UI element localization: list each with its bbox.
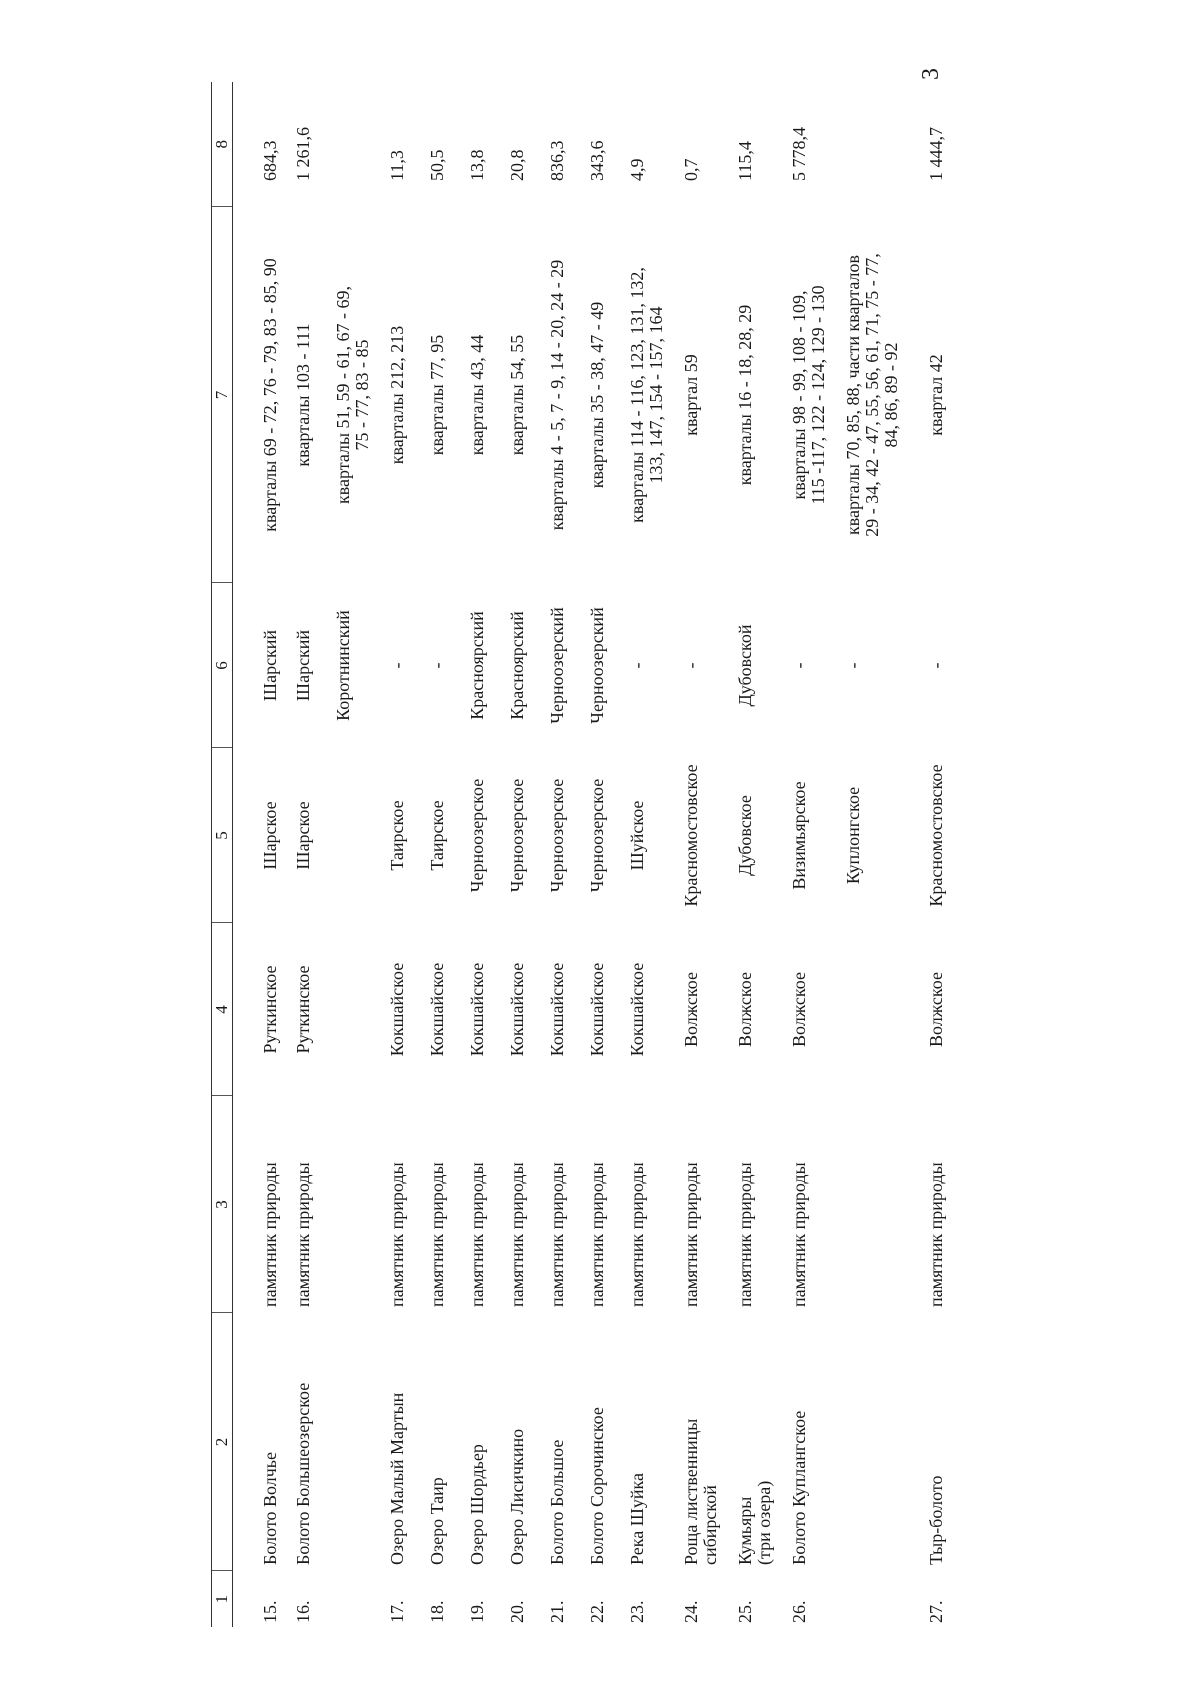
- table-row: [574, 82, 614, 1627]
- quarters: кварталы 16 - 18, 28, 29: [734, 304, 755, 486]
- site-category: памятник природы: [734, 1162, 755, 1307]
- subdistrict-forestry: -: [925, 662, 946, 669]
- table-row: [454, 82, 494, 1627]
- table-row: [494, 82, 534, 1627]
- site-category: памятник природы: [925, 1162, 946, 1307]
- site-name: Озеро Шордьер: [466, 1444, 487, 1565]
- district-forestry: Таирское: [386, 800, 407, 871]
- site-category: памятник природы: [506, 1162, 527, 1307]
- row-number: 21.: [546, 1600, 567, 1623]
- forestry-name: Кокшайское: [586, 962, 607, 1057]
- subdistrict-forestry: -: [386, 662, 407, 669]
- column-number: 6: [212, 583, 233, 748]
- district-forestry: Шуйское: [626, 800, 647, 871]
- district-forestry: Красномостовское: [925, 764, 946, 907]
- district-forestry: Шарское: [292, 801, 313, 870]
- area-value: 684,3: [260, 140, 280, 181]
- district-forestry: [320, 748, 374, 923]
- column-number: 8: [212, 82, 233, 207]
- site-category: памятник природы: [292, 1162, 313, 1307]
- subdistrict-forestry: -: [626, 662, 647, 669]
- area-value: 0,7: [680, 158, 701, 181]
- table-row: [901, 82, 946, 1627]
- area-value: 11,3: [386, 150, 407, 181]
- column-number: 5: [212, 748, 233, 923]
- column-number: 7: [212, 207, 233, 583]
- table-row: [414, 82, 454, 1627]
- area-value: [320, 82, 374, 207]
- forestry-name: Волжское: [788, 972, 809, 1047]
- subdistrict-forestry: -: [842, 662, 863, 669]
- subdistrict-forestry: Шарский: [260, 629, 280, 702]
- site-name: Озеро Таир: [426, 1477, 447, 1565]
- quarters: кварталы 70, 85, 88, части кварталов 29 - 34, 42 - 47, 55, 56, 61, 71, 75 - 77, 84, 86, 89 - 92: [842, 253, 901, 537]
- district-forestry: Красномостовское: [680, 764, 701, 907]
- subdistrict-forestry: Коротнинский: [332, 610, 353, 721]
- site-category: памятник природы: [260, 1162, 280, 1307]
- area-value: 4,9: [626, 158, 647, 181]
- site-name: Озеро Малый Мартын: [386, 1392, 407, 1565]
- site-category: [320, 1096, 374, 1313]
- area-value: 836,3: [546, 140, 567, 181]
- area-value: 13,8: [466, 149, 487, 181]
- site-name: Болото Сорочинское: [586, 1407, 607, 1565]
- site-name: [830, 1313, 901, 1571]
- site-name: Река Шуйка: [626, 1473, 647, 1565]
- site-category: памятник природы: [788, 1162, 809, 1307]
- site-category: памятник природы: [586, 1162, 607, 1307]
- table-row: [830, 82, 901, 1627]
- area-value: 1 444,7: [925, 127, 946, 181]
- forestry-name: Руткинское: [292, 965, 313, 1054]
- table-row: [374, 82, 414, 1627]
- site-category: [830, 1096, 901, 1313]
- subdistrict-forestry: -: [680, 662, 701, 669]
- site-category: памятник природы: [626, 1162, 647, 1307]
- area-value: 50,5: [426, 149, 447, 181]
- area-value: 20,8: [506, 149, 527, 181]
- forestry-name: Волжское: [925, 972, 946, 1047]
- site-name: Озеро Лисичкино: [506, 1428, 527, 1565]
- row-number: 18.: [426, 1600, 447, 1623]
- district-forestry: Куплонгское: [842, 786, 863, 885]
- site-category: памятник природы: [680, 1162, 701, 1307]
- row-number: 16.: [292, 1600, 313, 1623]
- table-row: [668, 82, 722, 1627]
- quarters: кварталы 103 - 111: [292, 323, 313, 467]
- quarters: кварталы 51, 59 - 61, 67 - 69, 75 - 77, 83 - 85: [332, 285, 372, 505]
- column-number-row: [212, 82, 233, 1627]
- site-name: Болото Куплангское: [788, 1410, 809, 1565]
- site-name: Тыр-болото: [925, 1475, 946, 1565]
- table-row: [320, 82, 374, 1627]
- subdistrict-forestry: Черноозерский: [546, 607, 567, 724]
- forestry-name: Кокшайское: [386, 962, 407, 1057]
- row-number: [320, 1571, 374, 1627]
- row-number: 23.: [626, 1600, 647, 1623]
- column-number: 2: [212, 1313, 233, 1571]
- district-forestry: Черноозерское: [546, 778, 567, 893]
- subdistrict-forestry: Красноярский: [506, 611, 527, 720]
- quarters: кварталы 54, 55: [506, 334, 527, 456]
- site-category: памятник природы: [426, 1162, 447, 1307]
- site-name: Болото Волчье: [260, 1452, 280, 1565]
- row-number: 15.: [260, 1600, 280, 1623]
- forestry-name: [320, 923, 374, 1096]
- forestry-name: Кокшайское: [626, 962, 647, 1057]
- area-value: [830, 82, 901, 207]
- row-number: 19.: [466, 1600, 487, 1623]
- district-forestry: Таирское: [426, 800, 447, 871]
- forestry-name: Кокшайское: [506, 962, 527, 1057]
- column-number: 1: [212, 1571, 233, 1627]
- forestry-name: Руткинское: [260, 965, 280, 1054]
- forestry-name: Кокшайское: [426, 962, 447, 1057]
- site-category: памятник природы: [386, 1162, 407, 1307]
- quarters: кварталы 43, 44: [466, 334, 487, 456]
- row-number: 20.: [506, 1600, 527, 1623]
- quarters: кварталы 77, 95: [426, 334, 447, 456]
- forestry-name: Кокшайское: [546, 962, 567, 1057]
- site-name: [320, 1313, 374, 1571]
- area-value: 1 261,6: [292, 127, 313, 181]
- forestry-name: [830, 923, 901, 1096]
- table-row: [534, 82, 574, 1627]
- subdistrict-forestry: Дубовской: [734, 624, 755, 707]
- area-value: 343,6: [586, 140, 607, 181]
- site-name: Болото Большеозерское: [292, 1382, 313, 1565]
- district-forestry: Черноозерское: [466, 778, 487, 893]
- area-value: 5 778,4: [788, 127, 809, 181]
- row-number: [830, 1571, 901, 1627]
- site-category: памятник природы: [466, 1162, 487, 1307]
- quarters: кварталы 35 - 38, 47 - 49: [586, 301, 607, 489]
- quarters: кварталы 69 - 72, 76 - 79, 83 - 85, 90: [260, 258, 280, 532]
- area-value: 115,4: [734, 141, 755, 181]
- row-number: 24.: [680, 1600, 701, 1623]
- subdistrict-forestry: -: [788, 662, 809, 669]
- column-number: 4: [212, 923, 233, 1096]
- site-name: Болото Большое: [546, 1439, 567, 1565]
- table-row: [614, 82, 668, 1627]
- table-row: [280, 82, 320, 1627]
- quarters: квартал 59: [680, 354, 701, 436]
- district-forestry: Дубовское: [734, 795, 755, 876]
- district-forestry: Черноозерское: [586, 778, 607, 893]
- district-forestry: Визимьярское: [788, 781, 809, 890]
- subdistrict-forestry: Красноярский: [466, 611, 487, 720]
- forestry-name: Кокшайское: [466, 962, 487, 1057]
- quarters: квартал 42: [925, 354, 946, 436]
- site-category: памятник природы: [546, 1162, 567, 1307]
- protected-areas-table: [211, 82, 945, 1627]
- site-name: Роща лиственницы сибирской: [680, 1418, 720, 1565]
- rotated-table-wrapper: [211, 82, 1031, 1627]
- quarters: кварталы 4 - 5, 7 - 9, 14 - 20, 24 - 29: [546, 259, 567, 531]
- row-number: 25.: [734, 1600, 755, 1623]
- quarters: кварталы 98 - 99, 108 - 109, 115 -117, 122 - 124, 129 - 130: [788, 285, 828, 505]
- subdistrict-forestry: -: [426, 662, 447, 669]
- district-forestry: Черноозерское: [506, 778, 527, 893]
- forestry-name: Волжское: [680, 972, 701, 1047]
- table-row: [233, 82, 280, 1627]
- quarters: кварталы 212, 213: [386, 325, 407, 465]
- table-row: [722, 82, 776, 1627]
- column-number: 3: [212, 1096, 233, 1313]
- site-name: Кумьяры (три озера): [734, 1480, 774, 1565]
- row-number: 26.: [788, 1600, 809, 1623]
- forestry-name: Волжское: [734, 972, 755, 1047]
- subdistrict-forestry: Черноозерский: [586, 607, 607, 724]
- row-number: 27.: [925, 1600, 946, 1623]
- district-forestry: Шарское: [260, 801, 280, 870]
- row-number: 22.: [586, 1600, 607, 1623]
- table-row: [776, 82, 830, 1627]
- quarters: кварталы 114 - 116, 123, 131, 132, 133, 147, 154 - 157, 164: [626, 267, 666, 523]
- subdistrict-forestry: Шарский: [292, 629, 313, 702]
- row-number: 17.: [386, 1600, 407, 1623]
- page-number: 3: [918, 68, 944, 80]
